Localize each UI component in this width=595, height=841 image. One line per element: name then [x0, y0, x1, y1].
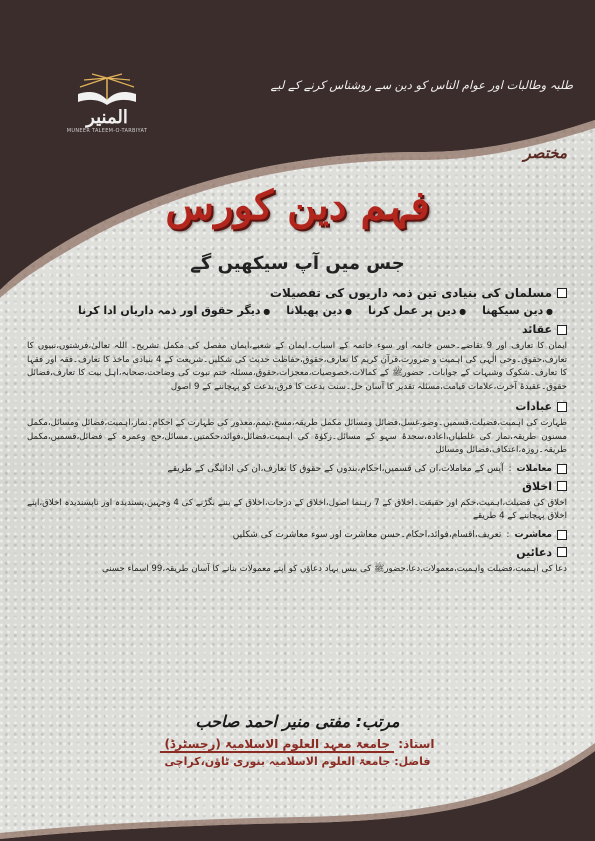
course-title: فہم دین کورس	[165, 182, 430, 229]
section-heading-row	[27, 464, 567, 474]
section-aqaid	[27, 323, 567, 394]
separator: :	[508, 463, 512, 474]
logo-name: المنير	[86, 107, 128, 128]
compiler-line: مرتب: مفتی منیر احمد صاحب	[195, 712, 400, 731]
intro-bullets	[27, 304, 553, 317]
tagline: طلبہ وطالبات اور عوام الناس کو دین سے روشناس کرنے کے لیے	[270, 78, 573, 92]
bullet-item: ● دین پر عمل کرنا	[368, 304, 466, 317]
checkbox-icon	[557, 402, 567, 412]
book-light-icon	[72, 72, 142, 106]
section-heading-row	[27, 400, 567, 413]
section-body: طہارت کی اہمیت،فضیلت،قسمیں۔وضو،غسل،فضائل ومسائل مکمل طریقہ،مسح،تیمم،معذور کی طہارت کے احکام۔نماز،اہمیت،فضائل ومسائل،مکمل مسنون طریقہ،نماز کی غلطیاں،اعادہ،سجدۂ سہو کے مسائل۔زکوٰۃ کی اہمیت،فضائل،فوائد،حکمتیں۔مسائل،حج وعمرہ کے فضائل،قسمیں،مکمل طریقہ۔روزہ،اعتکاف،فضائل ومسائل	[27, 418, 567, 455]
section-duain	[27, 546, 567, 577]
logo-subtitle: MUNEER TALEEM-O-TARBIYAT	[66, 128, 148, 134]
section-body: تعریف،اقسام،فوائد،احکام۔حسن معاشرت اور سوء معاشرت کی شکلیں	[232, 529, 502, 540]
section-ibadat	[27, 400, 567, 458]
bullet-item: ● دیگر حقوق اور ذمہ داریاں ادا کرنا	[78, 304, 270, 317]
credits	[0, 712, 595, 768]
checkbox-icon	[557, 530, 567, 540]
section-heading: دعائیں	[516, 545, 552, 559]
section-heading: معاملات	[516, 463, 552, 474]
checkbox-icon	[557, 288, 567, 298]
separator: :	[506, 529, 510, 540]
checkbox-icon	[557, 464, 567, 474]
section-heading-row	[27, 323, 567, 336]
badge-mukhtasar: مختصر	[523, 144, 567, 162]
section-body: اخلاق کی فضیلت،اہمیت،حکم اور حقیقت۔اخلاق کے 7 رہنما اصول،اخلاق کے درجات،اخلاق کے بننے بگڑنے کی 4 وجہیں،پسندیدہ اور ناپسندیدہ اخلاق،اپنے اخلاق پہچاننے کے 4 طریقے	[27, 497, 567, 521]
graduate-line: فاضل: جامعۃ العلوم الاسلامیہ بنوری ٹاؤن،کراچی	[164, 755, 431, 768]
teacher-line	[0, 737, 595, 751]
section-muamalat	[27, 464, 567, 474]
logo	[62, 72, 152, 134]
section-heading: اخلاق	[522, 479, 552, 493]
bullet-item: ● دین پھیلانا	[286, 304, 352, 317]
section-heading-row	[27, 530, 567, 540]
subtitle: جس میں آپ سیکھیں گے	[190, 253, 405, 274]
section-heading-row	[27, 546, 567, 559]
section-heading: معاشرت	[514, 529, 552, 540]
section-muashrat	[27, 530, 567, 540]
section-heading: عقائد	[521, 323, 552, 336]
course-content	[27, 286, 567, 582]
section-akhlaq	[27, 480, 567, 524]
section-body: دعا کی اہمیت،فضیلت واہمیت،معمولات،دعا،حضورﷺ کی بیس بہاد دعاؤں کو اپنے معمولات بنانے کا آسان طریقہ،99 اسماء حسنی	[102, 563, 567, 574]
intro-heading-row	[27, 286, 567, 300]
teacher-institution: جامعۃ معہد العلوم الاسلامیۃ (رجسٹرڈ)	[160, 737, 394, 753]
teacher-label: استاذ:	[398, 737, 435, 751]
checkbox-icon	[557, 481, 567, 491]
intro-heading: مسلمان کی بنیادی تین ذمہ داریوں کی تفصیلات	[269, 286, 552, 300]
section-heading-row	[27, 480, 567, 493]
checkbox-icon	[557, 325, 567, 335]
section-body: آپس کے معاملات،ان کی قسمیں،احکام،بندوں کے حقوق کا تعارف،ان کی ادائیگی کے طریقے	[167, 463, 504, 474]
section-heading: عبادات	[515, 400, 552, 413]
section-body: ایمان کا تعارف اور 9 تقاضے۔حسن خاتمہ اور سوء خاتمہ کے اسباب۔ایمان کے شعبے،ایمان مفصل کی مکمل تشریح۔ اللہ تعالیٰ،فرشتوں،نبیوں کا تعارف،حقوق۔وحی الٰہی کی اہمیت و ضرورت،قرآن کریم کا تعارف،حقوق،حفاظت حدیث کی شکلیں۔شریعت کے 4 بنیادی ماخذ کا تعارف۔فقہ اور فقہا کا تعارف۔شکوک وشبہات کے جوابات۔ حضورﷺ کے کمالات،خصوصیات،معجزات،حقوق،مسئلہ ختم نبوت کی وضاحت،صحابہ،اہل بیت کا تعارف،فضائل حقوق۔عقیدۂ آخرت،علامات قیامت،مسئلہ تقدیر کا آسان حل۔سنت بدعت کا فرق،بدعت کو پہچاننے کے 9 اصول	[27, 341, 568, 392]
checkbox-icon	[557, 547, 567, 557]
bullet-item: ● دین سیکھنا	[482, 304, 553, 317]
